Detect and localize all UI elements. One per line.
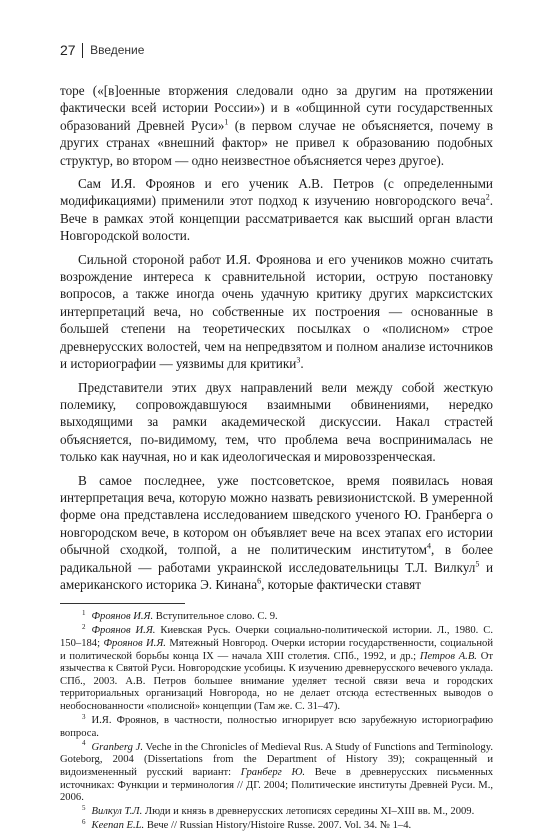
footnote-reference: 3: [296, 355, 301, 365]
footnote-number: 1: [82, 608, 86, 617]
footnote-author: Granberg J.: [91, 741, 143, 753]
paragraph-text: , которые фактически ставят: [261, 576, 421, 592]
footnote-reference: 2: [485, 193, 490, 203]
footnote-author: Петров А.В.: [419, 650, 477, 662]
paragraph: [60, 175, 493, 245]
paragraph: [60, 251, 493, 373]
footnote-text: Люди и князь в древнерусских летописях середины XI–XIII вв. М., 2009.: [142, 806, 475, 818]
paragraph-text: , в более радикальной — работами украинской исследовательницы Т.Л. Вилкул: [60, 542, 493, 575]
paragraph-text: Сам И.Я. Фроянов и его ученик А.В. Петров (с определенными модификациями) применили этот подход к изучению новгородского веча: [60, 176, 493, 209]
footnote-author: Фроянов И.Я.: [103, 638, 166, 650]
footnote-number: 5: [82, 803, 86, 812]
footnote-reference: 4: [427, 541, 432, 551]
footnote-number: 4: [82, 739, 86, 748]
footnote-text: От язычества к Святой Руси. Новгородские усобицы. К изучению древнерусского вечевого уклада. СПб., 2003. А.В. Петров большее внимание уделяет тесной связи веча и городских территориальных организаций Новгорода, но не делает отсюда естественных выводов о необоснованности «полисной» концепции (Там же. С. 31–47).: [60, 650, 493, 713]
footnote-text: Veche in the Chronicles of Medieval Rus. A Study of Functions and Terminology. Goteborg, 2004 (Dissertations from the Department of History 39); сокращенный и видоизмененный русский вариант:: [60, 741, 493, 778]
paragraph-text: .: [300, 356, 304, 372]
footnote-author: Фроянов И.Я.: [91, 611, 154, 623]
footnote-number: 2: [82, 622, 86, 631]
paragraph-text: торе («[в]оенные вторжения следовали одно за другим на протяжении фактически всей истории России») и в «общинной сути государственных образований Древней Руси»: [60, 83, 493, 133]
footnote-reference: 1: [224, 117, 229, 127]
footnote-reference: 6: [257, 576, 262, 586]
footnote-author: Гранберг Ю.: [240, 767, 306, 778]
footnote-text: И.Я. Фроянов, в частности, полностью игнорирует всю зарубежную историографию вопроса.: [60, 715, 493, 739]
footnote-author: Вилкул Т.Л.: [91, 806, 143, 818]
footnote-author: Keenan E.L.: [91, 820, 145, 832]
paragraph: [60, 379, 493, 466]
footnote: [60, 739, 493, 805]
paragraph: [60, 472, 493, 594]
footnote-reference: 5: [475, 559, 480, 569]
header-divider: [82, 43, 84, 58]
footnote-number: 6: [82, 817, 86, 826]
paragraph: [60, 82, 493, 169]
footnote: [60, 608, 493, 624]
section-title: Введение: [90, 43, 145, 57]
paragraph-text: Представители этих двух направлений вели между собой жесткую полемику, сопровождавшуюся взаимными обвинениями, нередко выходящими за рамки академической дискуссии. Накал страстей объясняется, по-видимому, тем, что проблема веча воспринималась не только как научная, но и как идеологическая и мировоззренческая.: [60, 379, 493, 465]
footnote-text: Мятежный Новгород. Очерки истории государственности, социальной и политической борьбы конца IX — начала XIII столетия. СПб., 1992, и др.;: [60, 638, 494, 662]
footnote-number: 3: [82, 712, 86, 721]
body-text: [60, 82, 493, 593]
footnote-divider: [60, 603, 185, 604]
footnote-text: Вступительное слово. С. 9.: [153, 611, 278, 623]
footnote: [60, 622, 494, 713]
page-number: 27: [60, 42, 76, 58]
footnote-text: Киевская Русь. Очерки социально-политической истории. Л., 1980. С. 150–184;: [60, 625, 493, 650]
paragraph-text: Сильной стороной работ И.Я. Фроянова и его учеников можно считать возрождение интереса к сравнительной истории, острую постановку вопросов, а также иногда очень удачную критику других марксистских интерпретаций веча, но собственные их построения — основанные в большей степени на теоретических посылках о «полисном» строе древнерусских волостей, чем на непредвзятом и полном анализе источников и историографии — уязвимы для критики: [60, 251, 493, 372]
footnote-author: Фроянов И.Я.: [91, 625, 156, 637]
footnote: [60, 712, 493, 740]
running-header: [60, 40, 493, 60]
paragraph-text: . Вече в рамках этой концепции рассматривается как высший орган власти Новгородской волости.: [60, 193, 493, 244]
footnote-text: Вече // Russian History/Histoire Russe. 2007. Vol. 34. № 1–4.: [144, 820, 412, 832]
paragraph-text: В самое последнее, уже постсоветское, время появилась новая интерпретация веча, которую можно назвать ревизионистской. В умеренной форме она представлена исследованием шведского ученого Ю. Гранберга о новгородском вече, в котором он объявляет вече на всех этапах его истории обычной сходкой, толпой, а не политическим институтом: [60, 472, 493, 558]
footnote: [60, 803, 493, 819]
paragraph-text: (в первом случае не объясняется, почему в других странах «внешний фактор» не привел к образованию подобных структур, во втором — одно неизвестное объясняется через другое).: [60, 117, 494, 168]
paragraph-text: и американского историка Э. Кинана: [60, 559, 493, 592]
footnote: [60, 817, 493, 833]
footnote-text: Вече в древнерусских письменных источниках: Функции и терминология // ДГ. 2004; Политические институты Древней Руси. М., 2006.: [60, 767, 493, 804]
